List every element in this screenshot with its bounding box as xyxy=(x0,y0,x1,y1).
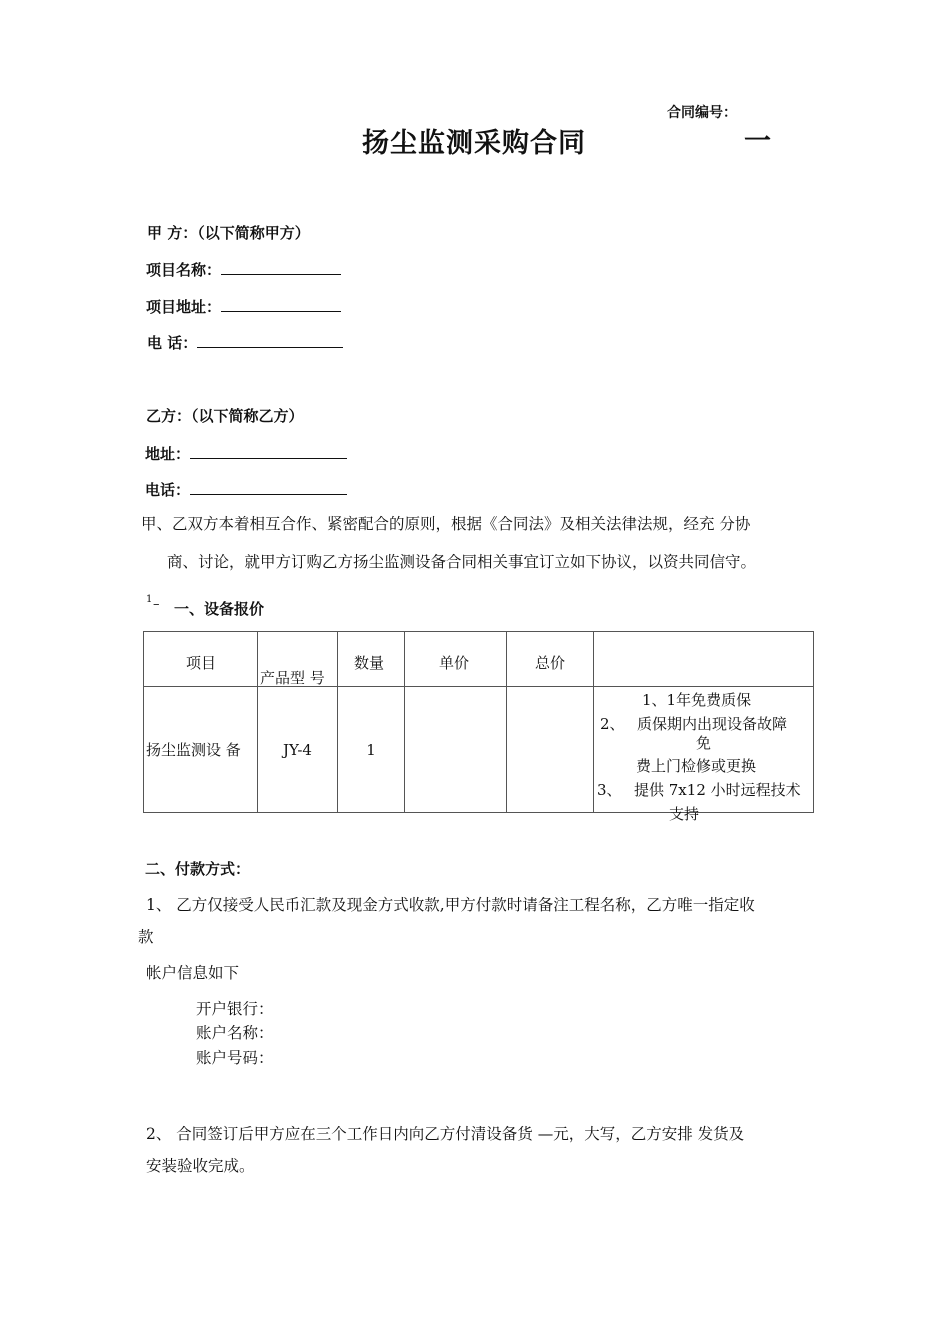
project-name-blank[interactable] xyxy=(221,260,341,275)
footnote-dash: – xyxy=(153,597,160,612)
project-address-label: 项目地址： xyxy=(146,298,222,316)
warranty-line-5: 支持 xyxy=(669,805,700,823)
cell-model: JY-4 xyxy=(258,687,338,813)
table-row xyxy=(144,687,814,813)
project-address-blank[interactable] xyxy=(221,297,341,312)
warranty-line-4: 提供 7x12 小时远程技术 xyxy=(634,781,801,799)
party-a-phone-label: 电 话： xyxy=(147,334,198,352)
contract-number-label: 合同编号： xyxy=(667,105,737,121)
header-model: 产品型 号 xyxy=(258,632,338,687)
intro-line-2: 商、讨论，就甲方订购乙方扬尘监测设备合同相关事宜订立如下协议，以资共同信守。 xyxy=(167,553,757,571)
payment-clause-2-line-2: 安装验收完成。 xyxy=(146,1157,255,1175)
account-info-intro: 帐户信息如下 xyxy=(146,964,240,982)
header-item: 项目 xyxy=(144,632,258,687)
party-b-phone-field xyxy=(145,479,347,500)
party-b-phone-label: 电话： xyxy=(145,481,191,499)
section-2-heading: 二、付款方式： xyxy=(145,860,251,878)
party-b-address-label: 地址： xyxy=(145,445,191,463)
project-address-field xyxy=(146,296,341,317)
warranty-list xyxy=(594,687,813,823)
header-notes xyxy=(594,632,814,687)
cell-total-price[interactable] xyxy=(507,687,594,813)
project-name-field xyxy=(146,259,341,280)
table-header-row xyxy=(144,632,814,687)
account-number-label: 账户号码： xyxy=(196,1049,274,1067)
bank-label: 开户银行： xyxy=(196,1000,274,1018)
party-a-phone-blank[interactable] xyxy=(197,333,343,348)
payment-clause-2-line-1: 2、 合同签订后甲方应在三个工作日内向乙方付清设备货 —元，大写，乙方安排 发货及 xyxy=(146,1125,745,1143)
header-quantity: 数量 xyxy=(338,632,405,687)
warranty-line-3: 费上门检修或更换 xyxy=(636,757,757,775)
cell-warranty xyxy=(594,687,814,823)
warranty-line-1: 1、1年免费质保 xyxy=(642,691,752,709)
page-title: 扬尘监测采购合同 xyxy=(362,128,586,159)
project-name-label: 项目名称： xyxy=(146,261,222,279)
cell-unit-price[interactable] xyxy=(405,687,507,813)
payment-clause-1-line-2: 款 xyxy=(138,928,154,946)
account-name-label: 账户名称： xyxy=(196,1024,274,1042)
party-b-address-blank[interactable] xyxy=(190,444,347,459)
party-b-heading: 乙方：（以下简称乙方） xyxy=(146,407,304,425)
warranty-line-2: 质保期内出现设备故障 xyxy=(637,715,788,733)
footnote-marker: 1 xyxy=(146,594,153,605)
header-unit-price: 单价 xyxy=(405,632,507,687)
header-total-price: 总价 xyxy=(507,632,594,687)
party-a-heading: 甲 方：（以下简称甲方） xyxy=(147,224,310,242)
title-dash: 一 xyxy=(744,126,771,157)
party-b-phone-blank[interactable] xyxy=(190,480,347,495)
party-a-phone-field xyxy=(147,332,343,353)
section-1-heading: 一、设备报价 xyxy=(174,600,265,618)
cell-item: 扬尘监测设 备 xyxy=(144,687,258,813)
warranty-line-2-wrap: 免 xyxy=(696,734,712,752)
payment-clause-1-line-1: 1、 乙方仅接受人民币汇款及现金方式收款,甲方付款时请备注工程名称，乙方唯一指定收 xyxy=(146,896,755,914)
warranty-item-3-number: 3、 xyxy=(597,781,622,799)
warranty-item-2-number: 2、 xyxy=(600,715,625,733)
quote-table xyxy=(143,631,814,823)
cell-quantity: 1 xyxy=(338,687,405,813)
party-b-address-field xyxy=(145,443,347,464)
intro-line-1: 甲、乙双方本着相互合作、紧密配合的原则，根据《合同法》及相关法律法规，经充 分协 xyxy=(141,515,751,533)
